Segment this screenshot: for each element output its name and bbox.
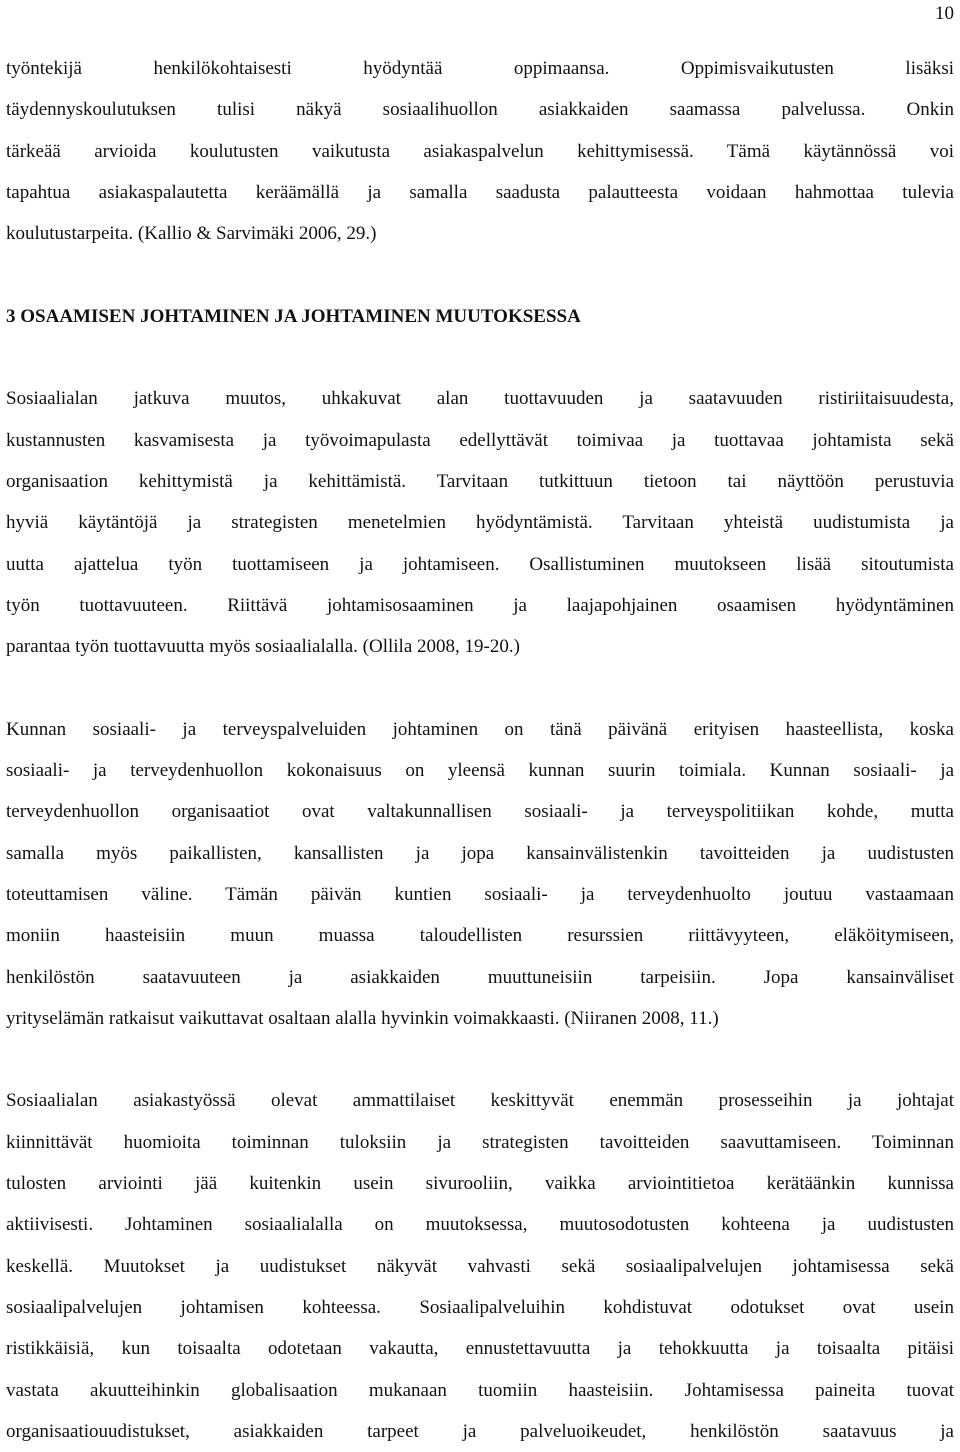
paragraph-line: tärkeää arvioida koulutusten vaikutusta asiakaspalvelun kehittymisessä. Tämä käytännössä voi — [6, 140, 954, 162]
paragraph-line: toteuttamisen väline. Tämän päivän kuntien sosiaali- ja terveydenhuolto joutuu vastaamaan — [6, 883, 954, 905]
paragraph-line: henkilöstön saatavuuteen ja asiakkaiden muuttuneisiin tarpeisiin. Jopa kansainväliset — [6, 966, 954, 988]
spacer — [6, 254, 954, 295]
paragraph-line: tulosten arviointi jää kuitenkin usein sivurooliin, vaikka arviointitietoa kerätäänkin kunnissa — [6, 1173, 954, 1195]
paragraph-line: työn tuottavuuteen. Riittävä johtamisosaaminen ja laajapohjainen osaamisen hyödyntäminen — [6, 594, 954, 616]
paragraph-line: keskellä. Muutokset ja uudistukset näkyvät vahvasti sekä sosiaalipalvelujen johtamisessa sekä — [6, 1255, 954, 1277]
paragraph-line: täydennyskoulutuksen tulisi näkyä sosiaalihuollon asiakkaiden saamassa palvelussa. Onkin — [6, 99, 954, 121]
paragraph-2 — [6, 378, 954, 667]
paragraph-line: kustannusten kasvamisesta ja työvoimapulasta edellyttävät toimivaa ja tuottavaa johtamista sekä — [6, 429, 954, 451]
paragraph-line: Sosiaalialan jatkuva muutos, uhkakuvat alan tuottavuuden ja saatavuuden ristiriitaisuudesta, — [6, 388, 954, 410]
paragraph-line: hyviä käytäntöjä ja strategisten menetelmien hyödyntämistä. Tarvitaan yhteistä uudistumista ja — [6, 512, 954, 534]
paragraph-line: yrityselämän ratkaisut vaikuttavat osaltaan alalla hyvinkin voimakkaasti. (Niiranen 2008, 11.) — [6, 1007, 719, 1029]
paragraph-line: organisaation kehittymistä ja kehittämistä. Tarvitaan tutkittuun tietoon tai näyttöön perustuvia — [6, 470, 954, 492]
paragraph-line: Kunnan sosiaali- ja terveyspalveluiden johtaminen on tänä päivänä erityisen haasteellista, koska — [6, 718, 954, 740]
paragraph-line: parantaa työn tuottavuutta myös sosiaalialalla. (Ollila 2008, 19-20.) — [6, 636, 520, 658]
paragraph-line: terveydenhuollon organisaatiot ovat valtakunnallisen sosiaali- ja terveyspolitiikan kohde, mutta — [6, 801, 954, 823]
paragraph-line: kiinnittävät huomioita toiminnan tuloksiin ja strategisten tavoitteiden saavuttamiseen. Toiminnan — [6, 1131, 954, 1153]
section-heading: 3 OSAAMISEN JOHTAMINEN JA JOHTAMINEN MUUTOKSESSA — [6, 305, 581, 327]
paragraph-line: tapahtua asiakaspalautetta keräämällä ja samalla saadusta palautteesta voidaan hahmottaa tulevia — [6, 181, 954, 203]
paragraph-line: ristikkäisiä, kun toisaalta odotetaan vakautta, ennustettavuutta ja tehokkuutta ja toisaalta pitäisi — [6, 1338, 954, 1360]
paragraph-line: koulutustarpeita. (Kallio & Sarvimäki 2006, 29.) — [6, 223, 377, 245]
paragraph-line: organisaatiouudistukset, asiakkaiden tarpeet ja palveluoikeudet, henkilöstön saatavuus ja — [6, 1420, 954, 1442]
paragraph-4 — [6, 1080, 954, 1452]
paragraph-line: sosiaalipalvelujen johtamisen kohteessa. Sosiaalipalveluihin kohdistuvat odotukset ovat usein — [6, 1296, 954, 1318]
paragraph-line: työntekijä henkilökohtaisesti hyödyntää oppimaansa. Oppimisvaikutusten lisäksi — [6, 58, 954, 79]
document-body — [6, 48, 954, 1452]
paragraph-3 — [6, 709, 954, 1039]
paragraph-line: aktiivisesti. Johtaminen sosiaalialalla on muutoksessa, muutosodotusten kohteena ja uudistusten — [6, 1214, 954, 1236]
spacer — [6, 667, 954, 708]
paragraph-line: moniin haasteisiin muun muassa taloudellisten resurssien riittävyyteen, eläköitymiseen, — [6, 925, 954, 947]
paragraph-line: Sosiaalialan asiakastyössä olevat ammattilaiset keskittyvät enemmän prosesseihin ja johtajat — [6, 1090, 954, 1112]
paragraph-line: sosiaali- ja terveydenhuollon kokonaisuus on yleensä kunnan suurin toimiala. Kunnan sosiaali- ja — [6, 760, 954, 782]
paragraph-line: vastata akuutteihinkin globalisaation mukanaan tuomiin haasteisiin. Johtamisessa paineita tuovat — [6, 1379, 954, 1401]
paragraph-1 — [6, 48, 954, 254]
page-number: 10 — [935, 3, 954, 24]
spacer — [6, 337, 954, 378]
spacer — [6, 1039, 954, 1080]
paragraph-line: samalla myös paikallisten, kansallisten ja jopa kansainvälistenkin tavoitteiden ja uudistusten — [6, 842, 954, 864]
paragraph-line: uutta ajattelua työn tuottamiseen ja johtamiseen. Osallistuminen muutokseen lisää sitoutumista — [6, 553, 954, 575]
